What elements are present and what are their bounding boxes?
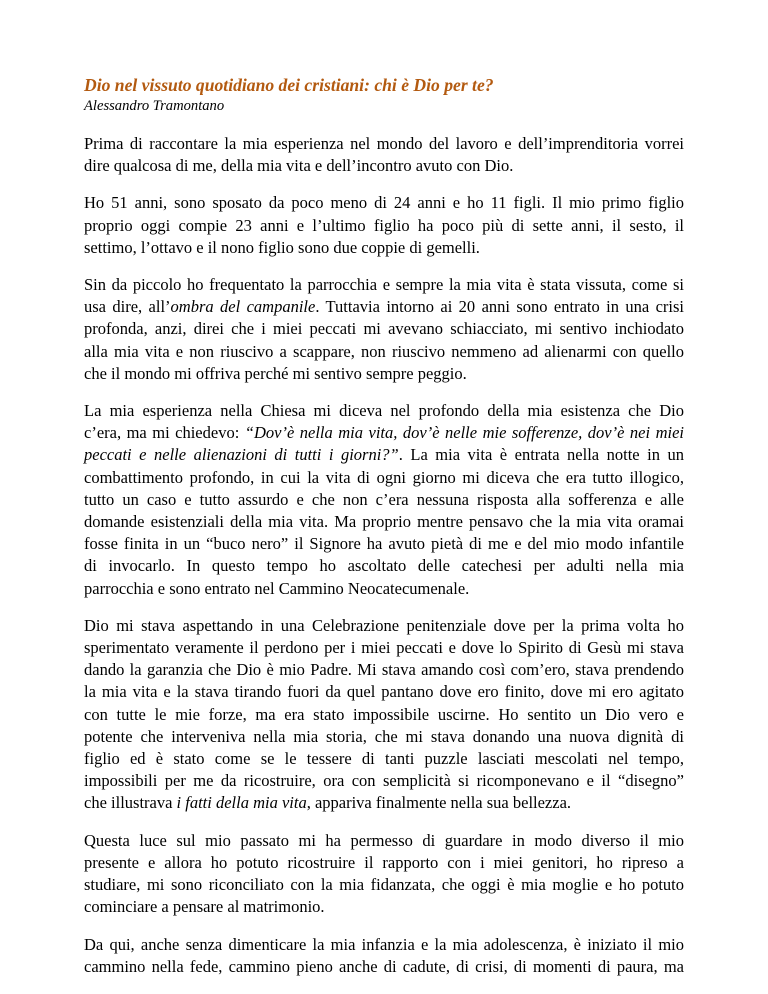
text-line: di invocarlo. In questo tempo ho ascoltato delle catechesi per adulti nella mia bbox=[84, 556, 684, 576]
paragraph-6 bbox=[84, 830, 684, 919]
text-line: profonda, anzi, direi che i miei peccati mi avevano schiacciato, mi sentivo inchiodato bbox=[84, 319, 684, 339]
paragraph-3 bbox=[84, 274, 684, 385]
document-author: Alessandro Tramontano bbox=[84, 98, 225, 114]
text-line: settimo, l’ottavo e il nono figlio sono due coppie di gemelli. bbox=[84, 237, 480, 257]
text-line: impossibili per me da ricostruire, ora con semplicità si ricomponevano e il “disegno” bbox=[84, 771, 684, 791]
text-line: Sin da piccolo ho frequentato la parrocchia e sempre la mia vita è stata vissuta, come si bbox=[84, 275, 684, 295]
text-line: la mia vita e la stava tirando fuori da quel pantano dove ero finito, dove mi ero agitato bbox=[84, 682, 684, 702]
text-line: fosse finita in un “buco nero” il Signore ha avuto pietà di me e del mio modo infantile bbox=[84, 534, 684, 554]
paragraph-7 bbox=[84, 934, 684, 978]
text-line: parrocchia e sono entrato nel Cammino Neocatecumenale. bbox=[84, 578, 470, 598]
text-line: dire qualcosa di me, della mia vita e dell’incontro avuto con Dio. bbox=[84, 156, 514, 176]
text-line: cammino nella fede, cammino pieno anche di cadute, di crisi, di momenti di paura, ma bbox=[84, 956, 684, 976]
text-line: usa dire, all’ombra del campanile. Tuttavia intorno ai 20 anni sono entrato in una crisi bbox=[84, 297, 684, 317]
text-line: proprio oggi compie 23 anni e l’ultimo figlio ha poco più di sette anni, il sesto, il bbox=[84, 215, 684, 235]
paragraph-4 bbox=[84, 400, 684, 600]
text-line: cominciare a pensare al matrimonio. bbox=[84, 897, 325, 917]
text-line: tutto un caso e tutto assurdo e che non c’era nessuna risposta alla sofferenza e alle bbox=[84, 489, 684, 509]
paragraph-1 bbox=[84, 133, 684, 177]
text-line: Da qui, anche senza dimenticare la mia infanzia e la mia adolescenza, è iniziato il mio bbox=[84, 934, 684, 954]
text-line: Dio mi stava aspettando in una Celebrazione penitenziale dove per la prima volta ho bbox=[84, 615, 684, 635]
text-line: che il mondo mi offriva perché mi sentivo sempre peggio. bbox=[84, 363, 467, 383]
text-line: figlio ed è stato come se le tessere di tanti puzzle lasciati mescolati nel tempo, bbox=[84, 749, 684, 769]
paragraph-2 bbox=[84, 192, 684, 259]
text-line: sperimentato veramente il perdono per i miei peccati e dove lo Spirito di Gesù mi stava bbox=[84, 638, 684, 658]
text-line: c’era, ma mi chiedevo: “Dov’è nella mia vita, dov’è nelle mie sofferenze, dov’è nei miei bbox=[84, 423, 684, 443]
text-line: alla mia vita e non riuscivo a scappare, non riuscivo nemmeno ad alienarmi con quello bbox=[84, 341, 684, 361]
text-line: potente che interveniva nella mia storia, che mi stava donando una nuova dignità di bbox=[84, 726, 684, 746]
text-line: con tutte le mie forze, ma era stato impossibile uscirne. Ho sentito un Dio vero e bbox=[84, 704, 684, 724]
document-body bbox=[84, 133, 684, 978]
text-line: Prima di raccontare la mia esperienza nel mondo del lavoro e dell’imprenditoria vorrei bbox=[84, 134, 684, 153]
paragraph-5 bbox=[84, 615, 684, 815]
text-line: La mia esperienza nella Chiesa mi diceva nel profondo della mia esistenza che Dio bbox=[84, 401, 684, 421]
text-line: studiare, mi sono riconciliato con la mia fidanzata, che oggi è mia moglie e ho potuto bbox=[84, 875, 684, 895]
text-line: Ho 51 anni, sono sposato da poco meno di 24 anni e ho 11 figli. Il mio primo figlio bbox=[84, 193, 684, 213]
text-line: domande esistenziali della mia vita. Ma proprio mentre pensavo che la mia vita oramai bbox=[84, 512, 684, 532]
document-title: Dio nel vissuto quotidiano dei cristiani: chi è Dio per te? bbox=[84, 75, 494, 95]
text-line: che illustrava i fatti della mia vita, appariva finalmente nella sua bellezza. bbox=[84, 793, 572, 813]
document-page bbox=[84, 74, 684, 993]
text-line: presente e allora ho potuto ricostruire il rapporto con i miei genitori, ho ripreso a bbox=[84, 852, 684, 872]
text-line: Questa luce sul mio passato mi ha permesso di guardare in modo diverso il mio bbox=[84, 830, 684, 850]
text-line: combattimento profondo, in cui la vita di ogni giorno mi diceva che era tutto illogico, bbox=[84, 467, 684, 487]
text-line: peccati e nelle alienazioni di tutti i giorni?”. La mia vita è entrata nella notte in un bbox=[84, 445, 684, 465]
text-line: dando la garanzia che Dio è mio Padre. Mi stava amando così com’ero, stava prendendo bbox=[84, 660, 684, 680]
